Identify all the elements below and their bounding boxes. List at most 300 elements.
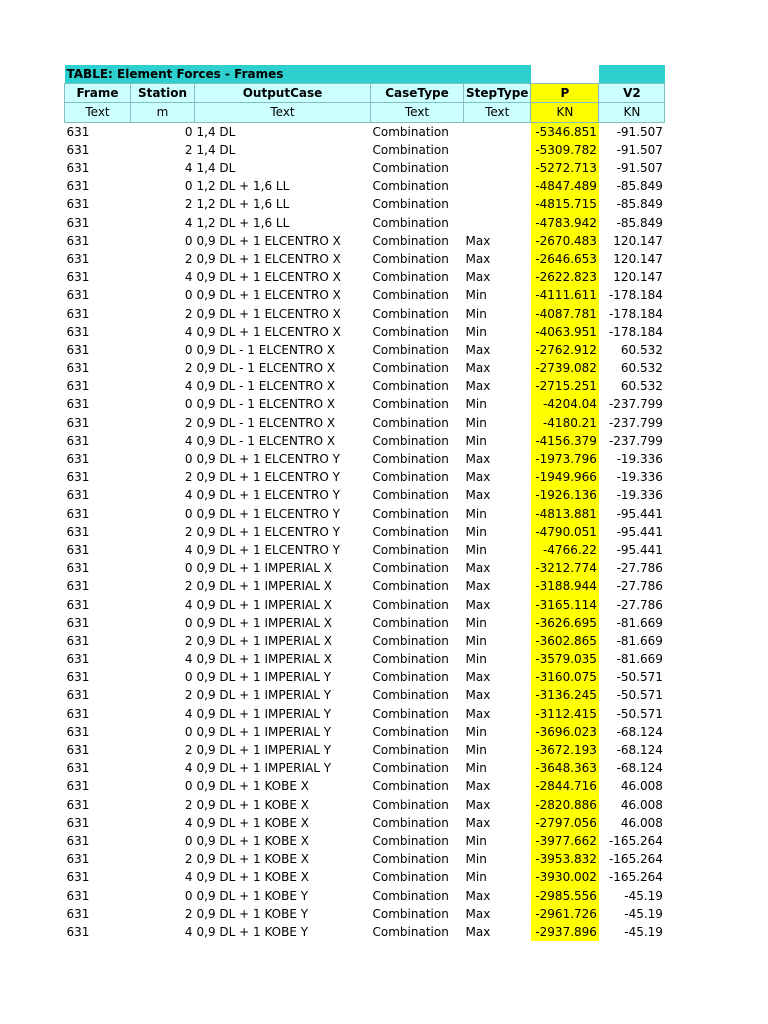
v2-value-cell[interactable]: -165.264 xyxy=(608,870,663,885)
v2-value-cell[interactable]: -178.184 xyxy=(608,324,663,339)
step-type-cell[interactable]: Max xyxy=(465,342,491,357)
step-type-cell[interactable]: Max xyxy=(465,233,491,248)
p-value-cell[interactable]: -3977.662 xyxy=(531,832,599,850)
output-case-cell[interactable]: 1,4 DL xyxy=(196,142,236,157)
case-type-cell[interactable]: Combination xyxy=(372,361,449,376)
output-case-cell[interactable]: 0,9 DL + 1 ELCENTRO X xyxy=(196,324,341,339)
v2-value-cell[interactable]: 60.532 xyxy=(620,361,663,376)
step-type-cell[interactable]: Min xyxy=(465,524,487,539)
case-type-cell[interactable]: Combination xyxy=(372,633,449,648)
p-value-cell[interactable]: -2646.653 xyxy=(531,250,599,268)
v2-value-cell[interactable]: -237.799 xyxy=(608,397,663,412)
frame-cell[interactable]: 631 xyxy=(66,743,90,758)
station-cell[interactable]: 4 xyxy=(184,870,193,885)
v2-value-cell[interactable]: -178.184 xyxy=(608,288,663,303)
p-value-cell[interactable]: -3165.114 xyxy=(531,595,599,613)
step-type-cell[interactable]: Min xyxy=(465,852,487,867)
p-value-cell[interactable]: -3648.363 xyxy=(531,759,599,777)
frame-cell[interactable]: 631 xyxy=(66,888,90,903)
v2-value-cell[interactable]: 46.008 xyxy=(620,779,663,794)
case-type-cell[interactable]: Combination xyxy=(372,833,449,848)
station-cell[interactable]: 0 xyxy=(184,615,193,630)
v2-value-cell[interactable]: -27.786 xyxy=(616,561,663,576)
step-type-cell[interactable]: Max xyxy=(465,670,491,685)
step-type-cell[interactable]: Min xyxy=(465,652,487,667)
p-value-cell[interactable]: -3136.245 xyxy=(531,686,599,704)
frame-cell[interactable]: 631 xyxy=(66,361,90,376)
p-value-cell[interactable]: -4790.051 xyxy=(531,523,599,541)
output-case-cell[interactable]: 0,9 DL + 1 IMPERIAL X xyxy=(196,633,332,648)
case-type-cell[interactable]: Combination xyxy=(372,797,449,812)
p-value-cell[interactable]: -4847.489 xyxy=(531,177,599,195)
case-type-cell[interactable]: Combination xyxy=(372,197,449,212)
frame-cell[interactable]: 631 xyxy=(66,597,90,612)
frame-cell[interactable]: 631 xyxy=(66,542,90,557)
output-case-cell[interactable]: 0,9 DL + 1 KOBE Y xyxy=(196,888,309,903)
step-type-cell[interactable] xyxy=(464,195,531,213)
step-type-cell[interactable]: Min xyxy=(465,397,487,412)
station-cell[interactable]: 4 xyxy=(184,597,193,612)
frame-cell[interactable]: 631 xyxy=(66,197,90,212)
frame-cell[interactable]: 631 xyxy=(66,870,90,885)
step-type-cell[interactable]: Max xyxy=(465,597,491,612)
output-case-cell[interactable]: 1,2 DL + 1,6 LL xyxy=(196,215,290,230)
output-case-cell[interactable]: 0,9 DL - 1 ELCENTRO X xyxy=(196,361,336,376)
v2-value-cell[interactable]: -68.124 xyxy=(616,761,663,776)
output-case-cell[interactable]: 0,9 DL - 1 ELCENTRO X xyxy=(196,379,336,394)
case-type-cell[interactable]: Combination xyxy=(372,379,449,394)
frame-cell[interactable]: 631 xyxy=(66,797,90,812)
station-cell[interactable]: 2 xyxy=(184,361,193,376)
output-case-cell[interactable]: 1,4 DL xyxy=(196,161,236,176)
v2-value-cell[interactable]: -81.669 xyxy=(616,615,663,630)
p-value-cell[interactable]: -2985.556 xyxy=(531,886,599,904)
case-type-cell[interactable]: Combination xyxy=(372,161,449,176)
step-type-cell[interactable]: Min xyxy=(465,415,487,430)
output-case-cell[interactable]: 0,9 DL + 1 IMPERIAL X xyxy=(196,561,332,576)
case-type-cell[interactable]: Combination xyxy=(372,688,449,703)
step-type-cell[interactable]: Min xyxy=(465,761,487,776)
station-cell[interactable]: 4 xyxy=(184,815,193,830)
v2-value-cell[interactable]: 60.532 xyxy=(620,379,663,394)
station-cell[interactable]: 0 xyxy=(184,670,193,685)
frame-cell[interactable]: 631 xyxy=(66,779,90,794)
output-case-cell[interactable]: 0,9 DL + 1 KOBE X xyxy=(196,797,309,812)
p-value-cell[interactable]: -3672.193 xyxy=(531,741,599,759)
station-cell[interactable]: 0 xyxy=(184,179,193,194)
station-cell[interactable]: 4 xyxy=(184,706,193,721)
step-type-cell[interactable]: Min xyxy=(465,506,487,521)
case-type-cell[interactable]: Combination xyxy=(372,579,449,594)
frame-cell[interactable]: 631 xyxy=(66,924,90,939)
step-type-cell[interactable]: Max xyxy=(465,470,491,485)
header-case-type[interactable]: CaseType xyxy=(371,84,464,103)
frame-cell[interactable]: 631 xyxy=(66,433,90,448)
v2-value-cell[interactable]: -19.336 xyxy=(616,452,663,467)
frame-cell[interactable]: 631 xyxy=(66,633,90,648)
output-case-cell[interactable]: 0,9 DL + 1 IMPERIAL Y xyxy=(196,761,332,776)
station-cell[interactable]: 2 xyxy=(184,197,193,212)
unit-v2[interactable]: KN xyxy=(599,103,665,122)
v2-value-cell[interactable]: -45.19 xyxy=(624,924,663,939)
p-value-cell[interactable]: -3160.075 xyxy=(531,668,599,686)
step-type-cell[interactable]: Max xyxy=(465,779,491,794)
v2-value-cell[interactable]: -50.571 xyxy=(616,688,663,703)
station-cell[interactable]: 2 xyxy=(184,251,193,266)
case-type-cell[interactable]: Combination xyxy=(372,597,449,612)
station-cell[interactable]: 2 xyxy=(184,797,193,812)
step-type-cell[interactable]: Max xyxy=(465,452,491,467)
case-type-cell[interactable]: Combination xyxy=(372,706,449,721)
case-type-cell[interactable]: Combination xyxy=(372,124,449,139)
p-value-cell[interactable]: -1949.966 xyxy=(531,468,599,486)
station-cell[interactable]: 2 xyxy=(184,688,193,703)
station-cell[interactable]: 4 xyxy=(184,379,193,394)
output-case-cell[interactable]: 1,4 DL xyxy=(196,124,236,139)
step-type-cell[interactable]: Min xyxy=(465,870,487,885)
p-value-cell[interactable]: -2844.716 xyxy=(531,777,599,795)
step-type-cell[interactable] xyxy=(464,141,531,159)
frame-cell[interactable]: 631 xyxy=(66,233,90,248)
case-type-cell[interactable]: Combination xyxy=(372,306,449,321)
case-type-cell[interactable]: Combination xyxy=(372,724,449,739)
output-case-cell[interactable]: 0,9 DL + 1 ELCENTRO X xyxy=(196,251,341,266)
frame-cell[interactable]: 631 xyxy=(66,397,90,412)
output-case-cell[interactable]: 0,9 DL + 1 KOBE X xyxy=(196,870,309,885)
output-case-cell[interactable]: 0,9 DL + 1 IMPERIAL Y xyxy=(196,743,332,758)
output-case-cell[interactable]: 0,9 DL - 1 ELCENTRO X xyxy=(196,415,336,430)
v2-value-cell[interactable]: -50.571 xyxy=(616,670,663,685)
step-type-cell[interactable]: Max xyxy=(465,361,491,376)
p-value-cell[interactable]: -4087.781 xyxy=(531,304,599,322)
p-value-cell[interactable]: -3188.944 xyxy=(531,577,599,595)
output-case-cell[interactable]: 0,9 DL + 1 KOBE Y xyxy=(196,924,309,939)
p-value-cell[interactable]: -1973.796 xyxy=(531,450,599,468)
v2-value-cell[interactable]: 120.147 xyxy=(613,233,663,248)
frame-cell[interactable]: 631 xyxy=(66,688,90,703)
case-type-cell[interactable]: Combination xyxy=(372,397,449,412)
station-cell[interactable]: 2 xyxy=(184,524,193,539)
output-case-cell[interactable]: 0,9 DL + 1 KOBE X xyxy=(196,815,309,830)
station-cell[interactable]: 2 xyxy=(184,470,193,485)
p-value-cell[interactable]: -4111.611 xyxy=(531,286,599,304)
output-case-cell[interactable]: 0,9 DL + 1 IMPERIAL X xyxy=(196,615,332,630)
output-case-cell[interactable]: 0,9 DL + 1 IMPERIAL Y xyxy=(196,670,332,685)
p-value-cell[interactable]: -4783.942 xyxy=(531,214,599,232)
output-case-cell[interactable]: 0,9 DL - 1 ELCENTRO X xyxy=(196,433,336,448)
output-case-cell[interactable]: 0,9 DL + 1 ELCENTRO Y xyxy=(196,542,340,557)
output-case-cell[interactable]: 0,9 DL + 1 ELCENTRO Y xyxy=(196,488,340,503)
p-value-cell[interactable]: -2937.896 xyxy=(531,923,599,941)
p-value-cell[interactable]: -2622.823 xyxy=(531,268,599,286)
station-cell[interactable]: 0 xyxy=(184,506,193,521)
frame-cell[interactable]: 631 xyxy=(66,561,90,576)
step-type-cell[interactable] xyxy=(464,159,531,177)
station-cell[interactable]: 0 xyxy=(184,779,193,794)
case-type-cell[interactable]: Combination xyxy=(372,452,449,467)
step-type-cell[interactable]: Max xyxy=(465,815,491,830)
v2-value-cell[interactable]: -237.799 xyxy=(608,415,663,430)
output-case-cell[interactable]: 0,9 DL + 1 ELCENTRO Y xyxy=(196,452,340,467)
unit-frame[interactable]: Text xyxy=(65,103,131,122)
output-case-cell[interactable]: 1,2 DL + 1,6 LL xyxy=(196,179,290,194)
p-value-cell[interactable]: -2762.912 xyxy=(531,341,599,359)
v2-value-cell[interactable]: -27.786 xyxy=(616,579,663,594)
station-cell[interactable]: 4 xyxy=(184,924,193,939)
case-type-cell[interactable]: Combination xyxy=(372,270,449,285)
station-cell[interactable]: 0 xyxy=(184,561,193,576)
frame-cell[interactable]: 631 xyxy=(66,124,90,139)
v2-value-cell[interactable]: -178.184 xyxy=(608,306,663,321)
frame-cell[interactable]: 631 xyxy=(66,288,90,303)
output-case-cell[interactable]: 0,9 DL + 1 ELCENTRO Y xyxy=(196,506,340,521)
case-type-cell[interactable]: Combination xyxy=(372,615,449,630)
output-case-cell[interactable]: 0,9 DL + 1 IMPERIAL Y xyxy=(196,724,332,739)
output-case-cell[interactable]: 0,9 DL + 1 ELCENTRO X xyxy=(196,288,341,303)
output-case-cell[interactable]: 0,9 DL + 1 ELCENTRO Y xyxy=(196,470,340,485)
case-type-cell[interactable]: Combination xyxy=(372,488,449,503)
frame-cell[interactable]: 631 xyxy=(66,833,90,848)
unit-p[interactable]: KN xyxy=(531,103,599,122)
v2-value-cell[interactable]: 120.147 xyxy=(613,270,663,285)
v2-value-cell[interactable]: -81.669 xyxy=(616,652,663,667)
header-output-case[interactable]: OutputCase xyxy=(195,84,371,103)
frame-cell[interactable]: 631 xyxy=(66,470,90,485)
header-step-type[interactable]: StepType xyxy=(464,84,531,103)
p-value-cell[interactable]: -4204.04 xyxy=(531,395,599,413)
station-cell[interactable]: 4 xyxy=(184,215,193,230)
case-type-cell[interactable]: Combination xyxy=(372,288,449,303)
station-cell[interactable]: 2 xyxy=(184,579,193,594)
step-type-cell[interactable] xyxy=(464,122,531,141)
v2-value-cell[interactable]: -165.264 xyxy=(608,833,663,848)
step-type-cell[interactable]: Min xyxy=(465,615,487,630)
p-value-cell[interactable]: -3626.695 xyxy=(531,614,599,632)
v2-value-cell[interactable]: -85.849 xyxy=(616,197,663,212)
station-cell[interactable]: 0 xyxy=(184,233,193,248)
v2-value-cell[interactable]: -95.441 xyxy=(616,542,663,557)
p-value-cell[interactable]: -5346.851 xyxy=(531,122,599,141)
step-type-cell[interactable]: Min xyxy=(465,633,487,648)
p-value-cell[interactable]: -5272.713 xyxy=(531,159,599,177)
output-case-cell[interactable]: 0,9 DL - 1 ELCENTRO X xyxy=(196,342,336,357)
v2-value-cell[interactable]: -68.124 xyxy=(616,724,663,739)
station-cell[interactable]: 0 xyxy=(184,888,193,903)
unit-step-type[interactable]: Text xyxy=(464,103,531,122)
frame-cell[interactable]: 631 xyxy=(66,161,90,176)
output-case-cell[interactable]: 0,9 DL + 1 IMPERIAL X xyxy=(196,652,332,667)
header-v2[interactable]: V2 xyxy=(599,84,665,103)
v2-value-cell[interactable]: -95.441 xyxy=(616,524,663,539)
case-type-cell[interactable]: Combination xyxy=(372,670,449,685)
case-type-cell[interactable]: Combination xyxy=(372,888,449,903)
station-cell[interactable]: 4 xyxy=(184,161,193,176)
step-type-cell[interactable]: Max xyxy=(465,251,491,266)
step-type-cell[interactable]: Max xyxy=(465,706,491,721)
p-value-cell[interactable]: -5309.782 xyxy=(531,141,599,159)
p-value-cell[interactable]: -3112.415 xyxy=(531,705,599,723)
v2-value-cell[interactable]: -91.507 xyxy=(616,142,663,157)
frame-cell[interactable]: 631 xyxy=(66,815,90,830)
frame-cell[interactable]: 631 xyxy=(66,579,90,594)
output-case-cell[interactable]: 0,9 DL + 1 ELCENTRO X xyxy=(196,233,341,248)
station-cell[interactable]: 2 xyxy=(184,743,193,758)
output-case-cell[interactable]: 0,9 DL + 1 KOBE X xyxy=(196,852,309,867)
v2-value-cell[interactable]: -45.19 xyxy=(624,888,663,903)
case-type-cell[interactable]: Combination xyxy=(372,924,449,939)
p-value-cell[interactable]: -2670.483 xyxy=(531,232,599,250)
p-value-cell[interactable]: -2961.726 xyxy=(531,905,599,923)
case-type-cell[interactable]: Combination xyxy=(372,852,449,867)
step-type-cell[interactable]: Max xyxy=(465,888,491,903)
output-case-cell[interactable]: 0,9 DL - 1 ELCENTRO X xyxy=(196,397,336,412)
step-type-cell[interactable]: Min xyxy=(465,743,487,758)
v2-value-cell[interactable]: -91.507 xyxy=(616,161,663,176)
case-type-cell[interactable]: Combination xyxy=(372,342,449,357)
p-value-cell[interactable]: -4063.951 xyxy=(531,323,599,341)
frame-cell[interactable]: 631 xyxy=(66,452,90,467)
step-type-cell[interactable]: Max xyxy=(465,906,491,921)
station-cell[interactable]: 2 xyxy=(184,633,193,648)
frame-cell[interactable]: 631 xyxy=(66,251,90,266)
p-value-cell[interactable]: -2739.082 xyxy=(531,359,599,377)
output-case-cell[interactable]: 0,9 DL + 1 ELCENTRO Y xyxy=(196,524,340,539)
step-type-cell[interactable]: Max xyxy=(465,379,491,394)
frame-cell[interactable]: 631 xyxy=(66,724,90,739)
case-type-cell[interactable]: Combination xyxy=(372,779,449,794)
p-value-cell[interactable]: -2715.251 xyxy=(531,377,599,395)
output-case-cell[interactable]: 0,9 DL + 1 IMPERIAL Y xyxy=(196,706,332,721)
station-cell[interactable]: 0 xyxy=(184,124,193,139)
header-frame[interactable]: Frame xyxy=(65,84,131,103)
case-type-cell[interactable]: Combination xyxy=(372,142,449,157)
frame-cell[interactable]: 631 xyxy=(66,306,90,321)
station-cell[interactable]: 4 xyxy=(184,761,193,776)
p-value-cell[interactable]: -2820.886 xyxy=(531,796,599,814)
v2-value-cell[interactable]: -95.441 xyxy=(616,506,663,521)
step-type-cell[interactable]: Min xyxy=(465,288,487,303)
step-type-cell[interactable]: Max xyxy=(465,924,491,939)
station-cell[interactable]: 4 xyxy=(184,433,193,448)
output-case-cell[interactable]: 1,2 DL + 1,6 LL xyxy=(196,197,290,212)
case-type-cell[interactable]: Combination xyxy=(372,743,449,758)
output-case-cell[interactable]: 0,9 DL + 1 ELCENTRO X xyxy=(196,306,341,321)
case-type-cell[interactable]: Combination xyxy=(372,870,449,885)
step-type-cell[interactable]: Max xyxy=(465,561,491,576)
station-cell[interactable]: 4 xyxy=(184,652,193,667)
frame-cell[interactable]: 631 xyxy=(66,906,90,921)
station-cell[interactable]: 0 xyxy=(184,724,193,739)
unit-output-case[interactable]: Text xyxy=(195,103,371,122)
output-case-cell[interactable]: 0,9 DL + 1 KOBE X xyxy=(196,833,309,848)
v2-value-cell[interactable]: -91.507 xyxy=(616,124,663,139)
output-case-cell[interactable]: 0,9 DL + 1 KOBE X xyxy=(196,779,309,794)
step-type-cell[interactable]: Max xyxy=(465,797,491,812)
p-value-cell[interactable]: -3212.774 xyxy=(531,559,599,577)
station-cell[interactable]: 0 xyxy=(184,288,193,303)
v2-value-cell[interactable]: -50.571 xyxy=(616,706,663,721)
p-value-cell[interactable]: -3930.002 xyxy=(531,868,599,886)
p-value-cell[interactable]: -4815.715 xyxy=(531,195,599,213)
frame-cell[interactable]: 631 xyxy=(66,342,90,357)
v2-value-cell[interactable]: -165.264 xyxy=(608,852,663,867)
station-cell[interactable]: 2 xyxy=(184,142,193,157)
frame-cell[interactable]: 631 xyxy=(66,270,90,285)
frame-cell[interactable]: 631 xyxy=(66,142,90,157)
v2-value-cell[interactable]: -237.799 xyxy=(608,433,663,448)
step-type-cell[interactable]: Max xyxy=(465,488,491,503)
frame-cell[interactable]: 631 xyxy=(66,524,90,539)
step-type-cell[interactable] xyxy=(464,177,531,195)
station-cell[interactable]: 4 xyxy=(184,324,193,339)
step-type-cell[interactable]: Min xyxy=(465,542,487,557)
case-type-cell[interactable]: Combination xyxy=(372,506,449,521)
frame-cell[interactable]: 631 xyxy=(66,852,90,867)
station-cell[interactable]: 4 xyxy=(184,542,193,557)
case-type-cell[interactable]: Combination xyxy=(372,906,449,921)
v2-value-cell[interactable]: -81.669 xyxy=(616,633,663,648)
case-type-cell[interactable]: Combination xyxy=(372,215,449,230)
case-type-cell[interactable]: Combination xyxy=(372,815,449,830)
case-type-cell[interactable]: Combination xyxy=(372,433,449,448)
case-type-cell[interactable]: Combination xyxy=(372,233,449,248)
v2-value-cell[interactable]: 120.147 xyxy=(613,251,663,266)
station-cell[interactable]: 0 xyxy=(184,452,193,467)
v2-value-cell[interactable]: 46.008 xyxy=(620,815,663,830)
step-type-cell[interactable]: Min xyxy=(465,833,487,848)
step-type-cell[interactable]: Min xyxy=(465,324,487,339)
p-value-cell[interactable]: -3579.035 xyxy=(531,650,599,668)
frame-cell[interactable]: 631 xyxy=(66,324,90,339)
p-value-cell[interactable]: -3953.832 xyxy=(531,850,599,868)
frame-cell[interactable]: 631 xyxy=(66,761,90,776)
station-cell[interactable]: 0 xyxy=(184,397,193,412)
station-cell[interactable]: 2 xyxy=(184,306,193,321)
unit-station[interactable]: m xyxy=(131,103,195,122)
v2-value-cell[interactable]: 46.008 xyxy=(620,797,663,812)
p-value-cell[interactable]: -3602.865 xyxy=(531,632,599,650)
frame-cell[interactable]: 631 xyxy=(66,615,90,630)
step-type-cell[interactable]: Min xyxy=(465,433,487,448)
output-case-cell[interactable]: 0,9 DL + 1 IMPERIAL X xyxy=(196,579,332,594)
p-value-cell[interactable]: -4766.22 xyxy=(531,541,599,559)
frame-cell[interactable]: 631 xyxy=(66,179,90,194)
step-type-cell[interactable]: Max xyxy=(465,688,491,703)
p-value-cell[interactable]: -2797.056 xyxy=(531,814,599,832)
output-case-cell[interactable]: 0,9 DL + 1 IMPERIAL X xyxy=(196,597,332,612)
station-cell[interactable]: 2 xyxy=(184,852,193,867)
case-type-cell[interactable]: Combination xyxy=(372,470,449,485)
v2-value-cell[interactable]: -85.849 xyxy=(616,215,663,230)
output-case-cell[interactable]: 0,9 DL + 1 KOBE Y xyxy=(196,906,309,921)
v2-value-cell[interactable]: -68.124 xyxy=(616,743,663,758)
v2-value-cell[interactable]: -45.19 xyxy=(624,906,663,921)
p-value-cell[interactable]: -4813.881 xyxy=(531,505,599,523)
header-p[interactable]: P xyxy=(531,84,599,103)
frame-cell[interactable]: 631 xyxy=(66,706,90,721)
frame-cell[interactable]: 631 xyxy=(66,670,90,685)
frame-cell[interactable]: 631 xyxy=(66,379,90,394)
v2-value-cell[interactable]: -19.336 xyxy=(616,470,663,485)
frame-cell[interactable]: 631 xyxy=(66,415,90,430)
station-cell[interactable]: 2 xyxy=(184,906,193,921)
frame-cell[interactable]: 631 xyxy=(66,215,90,230)
step-type-cell[interactable] xyxy=(464,214,531,232)
header-station[interactable]: Station xyxy=(131,84,195,103)
p-value-cell[interactable]: -3696.023 xyxy=(531,723,599,741)
frame-cell[interactable]: 631 xyxy=(66,488,90,503)
step-type-cell[interactable]: Min xyxy=(465,306,487,321)
